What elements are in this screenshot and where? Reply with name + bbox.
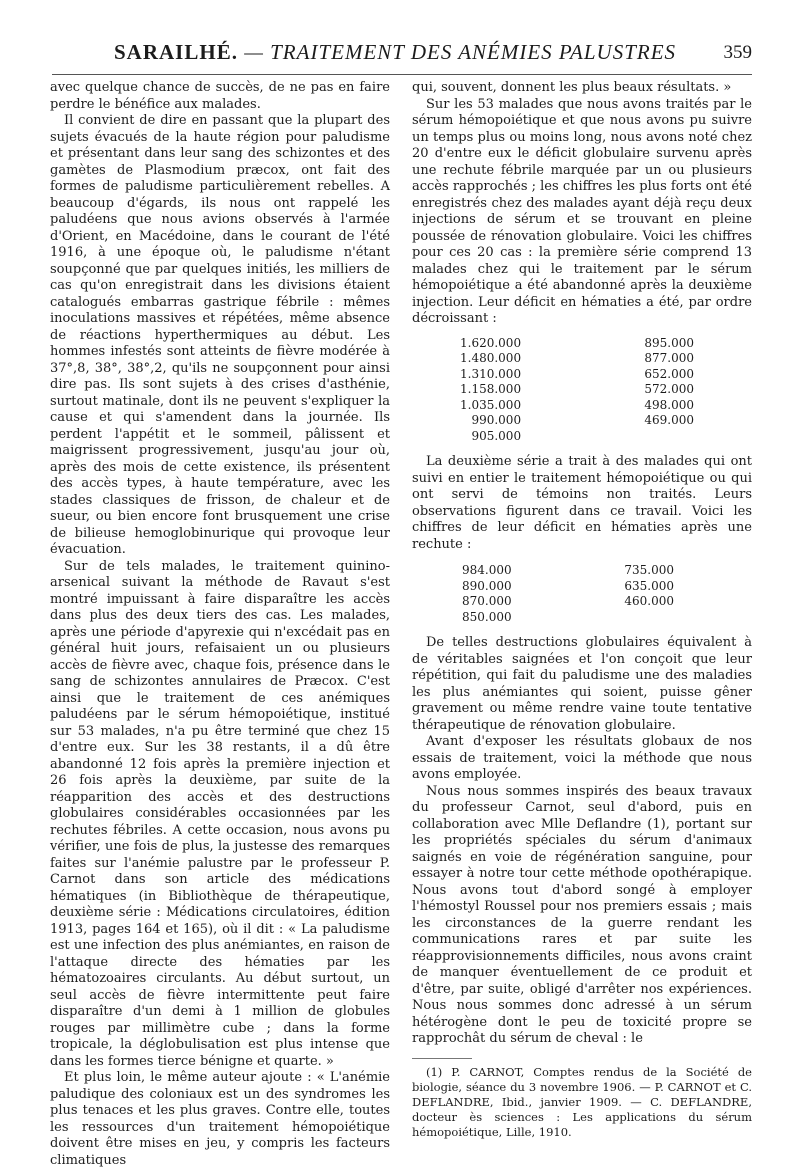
- paragraph: avec quelque chance de succès, de ne pas en faire perdre le bénéfice aux malades.: [50, 80, 390, 112]
- footnote-divider: [412, 1058, 472, 1059]
- left-column: [50, 80, 390, 1169]
- table-cell: 469.000: [644, 413, 694, 427]
- table-cell: 1.620.000: [460, 335, 522, 350]
- table-column: [644, 336, 694, 445]
- table-cell: 498.000: [644, 397, 694, 412]
- table-cell: 905.000: [471, 428, 522, 443]
- table-column: [462, 563, 512, 625]
- table-cell: 870.000: [462, 594, 512, 608]
- running-title: [114, 40, 676, 65]
- table-column: [460, 336, 521, 445]
- paragraph: La deuxième série a trait à des malades qui ont suivi en entier le traitement hémopoiétique ou qui ont servi de témoins non traités. Leurs observations figurent dans ce travail. Voici les chiffres de leur déficit en hématies après une rechute :: [412, 454, 752, 552]
- running-header: [52, 40, 752, 75]
- deficit-table-series-2: [462, 563, 680, 625]
- table-cell: 1.035.000: [460, 397, 522, 412]
- table-cell: 890.000: [462, 578, 512, 593]
- table-cell: 895.000: [644, 335, 694, 350]
- table-cell: 990.000: [471, 413, 522, 427]
- paragraph: qui, souvent, donnent les plus beaux résultats. »: [412, 80, 732, 95]
- table-cell: 572.000: [644, 382, 694, 396]
- paragraph: Sur les 53 malades que nous avons traités par le sérum hémopoiétique et que nous avons pu suivre un temps plus ou moins long, nous avons noté chez 20 d'entre eux le déficit globulaire survenu après une rechute fébrile marquée par un ou plusieurs accès rapprochés ; les chiffres les plus forts ont été enregistrés chez des malades ayant déjà reçu deux injections de sérum et se trouvant en pleine poussée de rénovation globulaire. Voici les chiffres pour ces 20 cas : la première série comprend 13 malades chez qui le traitement par le sérum hémopoiétique a été abandonné après la deuxième injection. Leur déficit en hématies a été, par ordre décroissant :: [412, 96, 752, 326]
- deficit-table-series-1: [460, 336, 700, 445]
- paragraph: Il convient de dire en passant que la plupart des sujets évacués de la haute région pour paludisme et présentant dans leur sang des schizontes et des gamètes de Plasmodium præcox, ont fait des formes de paludisme particulièrement rebelles. A beaucoup d'égards, ils nous ont rappelé les paludéens que nous avions observés à l'armée d'Orient, en Macédoine, dans le courant de l'été 1916, à une époque où, le paludisme n'étant soupçonné que par quelques initiés, les milliers de cas qu'on enregistrait dans les divisions étaient catalogués embarras gastrique fébrile : mêmes inoculations massives et répétées, même absence de réactions hyperthermiques au début. Les hommes infestés sont atteints de fièvre modérée à 37°,8, 38°, 38°,2, qu'ils ne soupçonnent pour ainsi dire pas. Ils sont sujets à des crises d'asthénie, surtout matinale, dont ils ne peuvent s'expliquer la cause et qui s'amendent dans la journée. Ils perdent l'appétit et le sommeil, pâlissent et maigrissent progressivement, jusqu'au jour où, après des mois de cette existence, ils présentent des accès types, à haute température, avec les stades classiques de frisson, de chaleur et de sueur, ou bien encore font brusquement une crise de bilieuse hemoglobinurique qui provoque leur évacuation.: [50, 113, 390, 557]
- right-column: [412, 80, 752, 1140]
- footnote: [412, 1065, 752, 1140]
- paragraph: Nous nous sommes inspirés des beaux travaux du professeur Carnot, seul d'abord, puis en collaboration avec Mlle Deflandre (1), portant sur les propriétés spéciales du sérum d'animaux saignés en voie de régénération sanguine, pour essayer à notre tour cette méthode opothérapique. Nous avons tout d'abord songé à employer l'hémostyl Roussel pour nos premiers essais ; mais les circonstances de la guerre rendant les communications rares et par suite les réapprovisionnements difficiles, nous avons craint de manquer éventuellement de ce produit et d'être, par suite, obligé d'arrêter nos expériences. Nous nous sommes donc adressé à un sérum hétérogène dont le peu de toxicité propre se rapprochât du sérum de cheval : le: [412, 783, 752, 1046]
- table-cell: 984.000: [462, 563, 512, 577]
- footnote-text: (1) P. CARNOT, Comptes rendus de la Société de biologie, séance du 3 novembre 1906. — P. CARNOT et C. DEFLANDRE, Ibid., janvier 1909. — C. DEFLANDRE, docteur ès sciences : Les applications du sérum hémopoiétique, Lille, 1910.: [412, 1064, 752, 1139]
- table-cell: 1.480.000: [460, 351, 522, 365]
- table-cell: 877.000: [644, 351, 694, 365]
- header-subject: — TRAITEMENT DES ANÉMIES PALUSTRES: [244, 40, 677, 64]
- table-cell: 1.310.000: [460, 366, 522, 381]
- paragraph: Avant d'exposer les résultats globaux de nos essais de traitement, voici la méthode que nous avons employée.: [412, 734, 752, 782]
- table-cell: 735.000: [624, 563, 674, 577]
- paragraph: De telles destructions globulaires équivalent à de véritables saignées et l'on conçoit que leur répétition, qui fait du paludisme une des maladies les plus anémiantes qui soient, puisse gêner gravement ou même rendre vaine toute tentative thérapeutique de rénovation globulaire.: [412, 635, 752, 733]
- header-author: SARAILHÉ.: [114, 40, 238, 64]
- page-number: 359: [723, 42, 752, 63]
- table-cell: 652.000: [644, 366, 694, 381]
- table-column: [624, 563, 674, 625]
- paragraph: Sur de tels malades, le traitement quinino-arsenical suivant la méthode de Ravaut s'est montré impuissant à faire disparaître les accès dans plus des deux tiers des cas. Les malades, après une période d'apyrexie qui n'excédait pas en général huit jours, refaisaient un ou plusieurs accès de fièvre avec, chaque fois, présence dans le sang de schizontes annulaires de Præcox. C'est ainsi que le traitement de ces anémiques paludéens par le sérum hémopoiétique, institué sur 53 malades, n'a pu être terminé que chez 15 d'entre eux. Sur les 38 restants, il a dû être abandonné 12 fois après la première injection et 26 fois après la deuxième, par suite de la réapparition des accès et des destructions globulaires considérables occasionnées par les rechutes fébriles. A cette occasion, nous avons pu vérifier, une fois de plus, la justesse des remarques faites sur l'anémie palustre par le professeur P. Carnot dans son article des médications hématiques (in Bibliothèque de thérapeutique, deuxième série : Médications circulatoires, édition 1913, pages 164 et 165), où il dit : « La paludisme est une infection des plus anémiantes, en raison de l'attaque directe des hématies par les hématozoaires circulants. Au début surtout, un seul accès de fièvre intermittente peut faire disparaître d'un demi à 1 million de globules rouges par millimètre cube ; dans la forme tropicale, la déglobulisation est plus intense que dans les formes tierce bénigne et quarte. »: [50, 558, 390, 1069]
- table-cell: 1.158.000: [460, 382, 522, 396]
- paragraph: Et plus loin, le même auteur ajoute : « L'anémie paludique des coloniaux est un des syndromes les plus tenaces et les plus graves. Contre elle, toutes les ressources d'un traitement hémopoiétique doivent être mises en jeu, y compris les facteurs climatiques: [50, 1070, 390, 1168]
- table-cell: 850.000: [462, 609, 512, 624]
- table-cell: 460.000: [624, 594, 674, 608]
- table-cell: 635.000: [624, 578, 674, 593]
